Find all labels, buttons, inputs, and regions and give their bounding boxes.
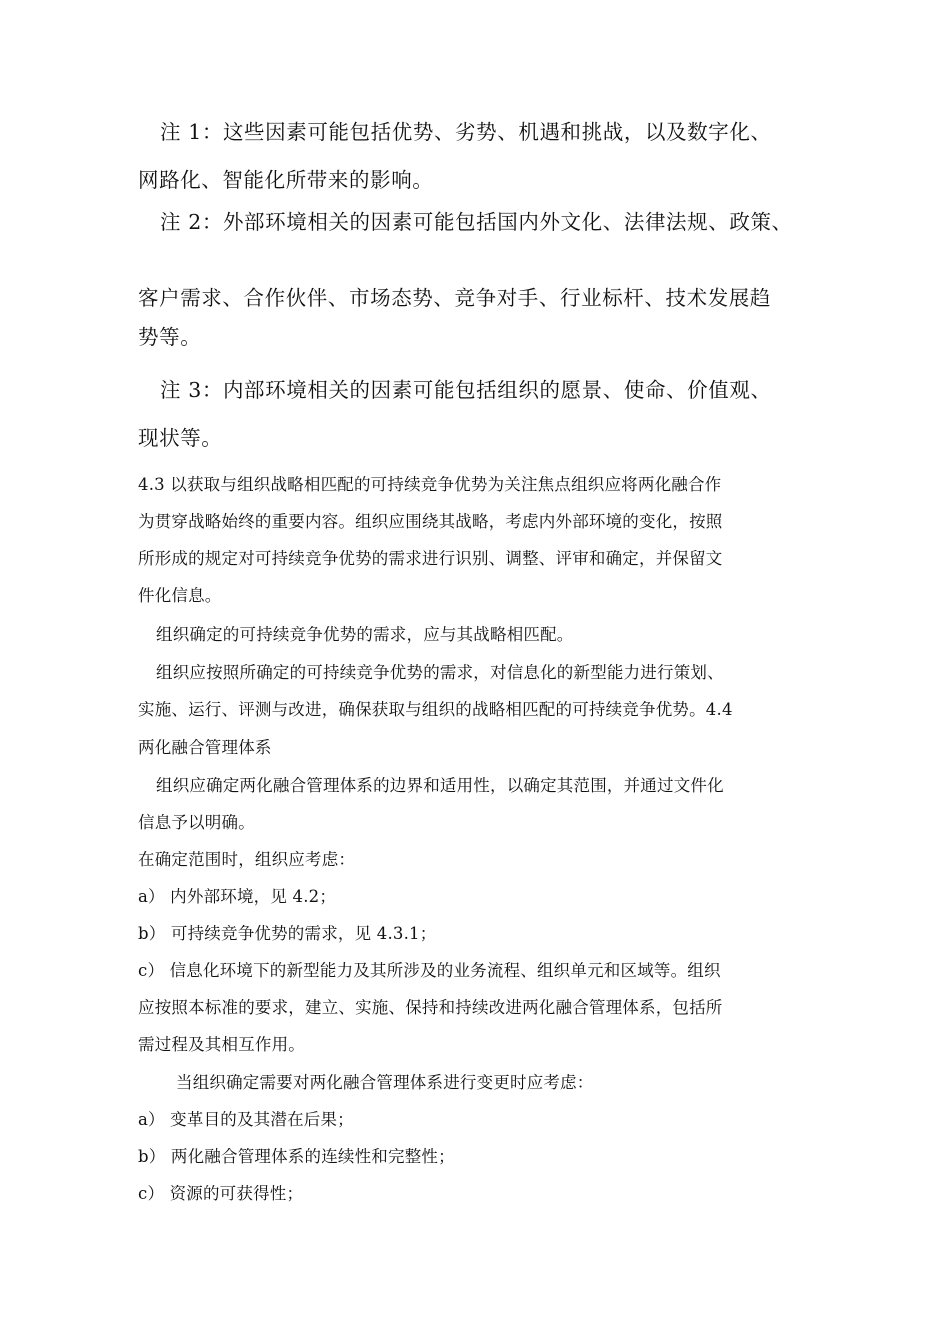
- body-line: 两化融合管理体系: [138, 738, 272, 757]
- list-item: a） 内外部环境，见 4.2；: [138, 887, 337, 906]
- list-item: c） 资源的可获得性；: [138, 1184, 304, 1203]
- body-line: 当组织确定需要对两化融合管理体系进行变更时应考虑：: [176, 1073, 594, 1092]
- note-2-line-1: 注 2：外部环境相关的因素可能包括国内外文化、法律法规、政策、: [160, 210, 793, 234]
- body-line: 组织应确定两化融合管理体系的边界和适用性，以确定其范围，并通过文件化: [156, 776, 724, 795]
- body-line: 组织确定的可持续竞争优势的需求，应与其战略相匹配。: [156, 625, 574, 644]
- list-item: a） 变革目的及其潜在后果；: [138, 1110, 354, 1129]
- body-line: 需过程及其相互作用。: [138, 1035, 305, 1054]
- body-line: 所形成的规定对可持续竞争优势的需求进行识别、调整、评审和确定，并保留文: [138, 549, 723, 568]
- note-2-line-3: 势等。: [138, 325, 202, 349]
- list-item: c） 信息化环境下的新型能力及其所涉及的业务流程、组织单元和区域等。组织: [138, 961, 721, 980]
- body-line: 4.3 以获取与组织战略相匹配的可持续竞争优势为关注焦点组织应将两化融合作: [138, 475, 722, 494]
- note-3-line-2: 现状等。: [138, 426, 223, 450]
- list-item: b） 可持续竞争优势的需求，见 4.3.1；: [138, 924, 437, 943]
- body-line: 为贯穿战略始终的重要内容。组织应围绕其战略，考虑内外部环境的变化，按照: [138, 512, 723, 531]
- note-3-line-1: 注 3：内部环境相关的因素可能包括组织的愿景、使命、价值观、: [160, 378, 772, 402]
- body-line: 件化信息。: [138, 586, 222, 605]
- body-line: 在确定范围时，组织应考虑：: [138, 850, 356, 869]
- note-1-line-1: 注 1：这些因素可能包括优势、劣势、机遇和挑战，以及数字化、: [160, 120, 772, 144]
- body-line: 组织应按照所确定的可持续竞争优势的需求，对信息化的新型能力进行策划、: [156, 663, 724, 682]
- note-2-line-2: 客户需求、合作伙伴、市场态势、竞争对手、行业标杆、技术发展趋: [138, 286, 771, 310]
- body-line: 实施、运行、评测与改进，确保获取与组织的战略相匹配的可持续竞争优势。4.4: [138, 700, 733, 719]
- note-1-line-2: 网路化、智能化所带来的影响。: [138, 168, 434, 192]
- list-item: b） 两化融合管理体系的连续性和完整性；: [138, 1147, 455, 1166]
- body-line: 应按照本标准的要求，建立、实施、保持和持续改进两化融合管理体系，包括所: [138, 998, 723, 1017]
- body-line: 信息予以明确。: [138, 813, 255, 832]
